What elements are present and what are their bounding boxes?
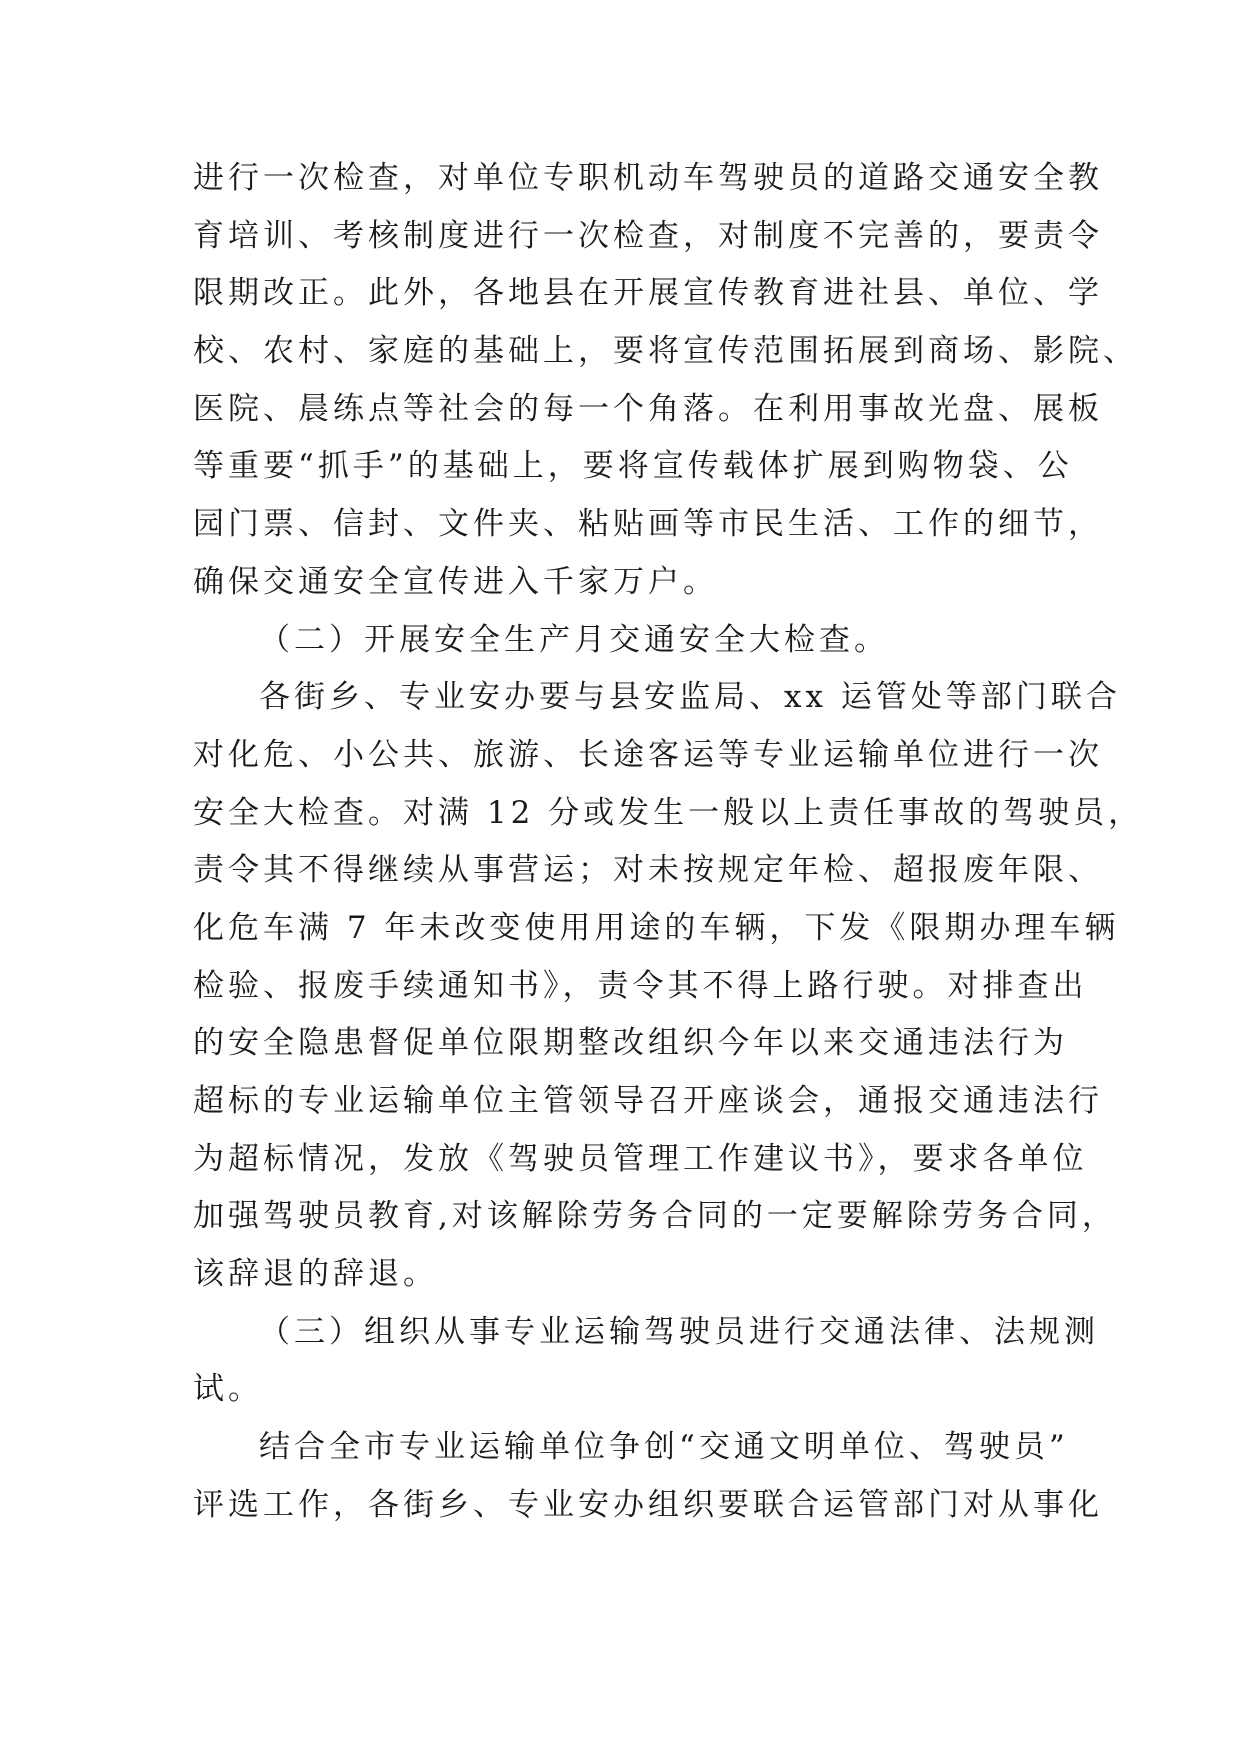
text-line: 评选工作，各街乡、专业安办组织要联合运管部门对从事化 xyxy=(193,1486,1103,1523)
text-line: 试。 xyxy=(193,1371,263,1408)
text-line: 超标的专业运输单位主管领导召开座谈会，通报交通违法行 xyxy=(193,1083,1103,1119)
document-body xyxy=(193,150,1144,1535)
text-line: 结合全市专业运输单位争创“交通文明单位、驾驶员” xyxy=(259,1429,1069,1466)
text-line: 进行一次检查，对单位专职机动车驾驶员的道路交通安全教 xyxy=(193,160,1103,196)
section-heading: （三）组织从事专业运输驾驶员进行交通法律、法规测 xyxy=(259,1313,1099,1350)
text-line: 园门票、信封、文件夹、粘贴画等市民生活、工作的细节， xyxy=(193,506,1103,543)
text-line: 限期改正。此外，各地县在开展宣传教育进社县、单位、学 xyxy=(193,275,1103,312)
text-line: 确保交通安全宣传进入千家万户。 xyxy=(193,563,718,600)
text-line: 等重要“抓手”的基础上，要将宣传载体扩展到购物袋、公 xyxy=(193,448,1073,485)
text-line: 安全大检查。对满 12 分或发生一般以上责任事故的驾驶员， xyxy=(193,794,1144,831)
text-line: 为超标情况，发放《驾驶员管理工作建议书》，要求各单位 xyxy=(193,1140,1088,1177)
section-heading: （二）开展安全生产月交通安全大检查。 xyxy=(259,621,889,658)
text-line: 加强驾驶员教育,对该解除劳务合同的一定要解除劳务合同， xyxy=(193,1198,1117,1235)
text-line: 育培训、考核制度进行一次检查，对制度不完善的，要责令 xyxy=(193,217,1103,254)
text-line: 化危车满 7 年未改变使用用途的车辆，下发《限期办理车辆 xyxy=(193,909,1120,946)
text-line: 责令其不得继续从事营运；对未按规定年检、超报废年限、 xyxy=(193,852,1103,889)
text-line: 该辞退的辞退。 xyxy=(193,1256,438,1293)
text-line: 医院、晨练点等社会的每一个角落。在利用事故光盘、展板 xyxy=(193,390,1103,427)
text-line: 各街乡、专业安办要与县安监局、xx 运管处等部门联合 xyxy=(259,679,1121,716)
text-line: 对化危、小公共、旅游、长途客运等专业运输单位进行一次 xyxy=(193,736,1103,773)
text-line: 的安全隐患督促单位限期整改组织今年以来交通违法行为 xyxy=(193,1025,1068,1062)
text-line: 校、农村、家庭的基础上，要将宣传范围拓展到商场、影院、 xyxy=(193,333,1138,370)
text-line: 检验、报废手续通知书》，责令其不得上路行驶。对排查出 xyxy=(193,967,1088,1004)
